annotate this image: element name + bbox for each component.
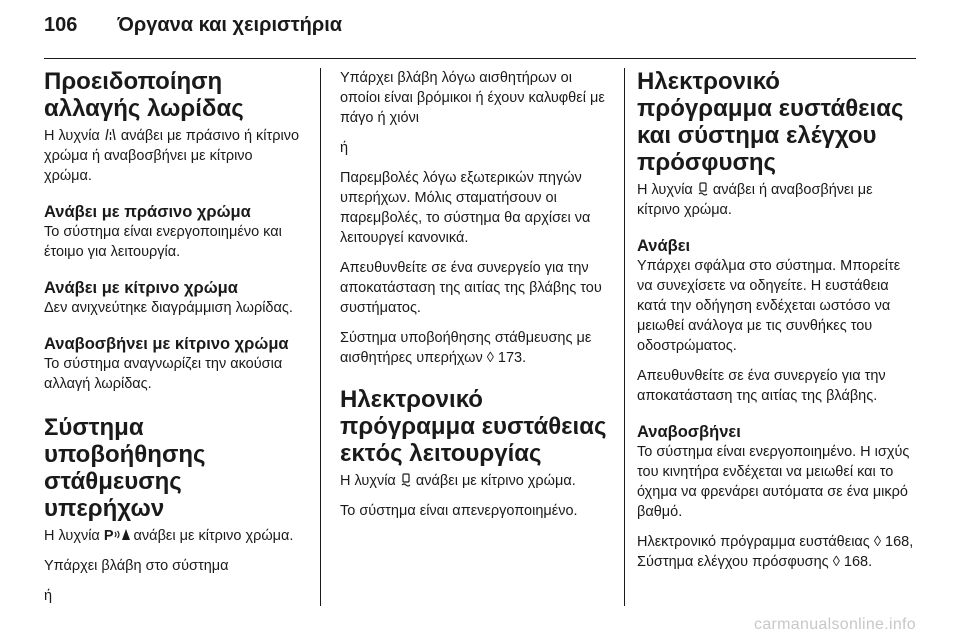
flashing-heading: Αναβοσβήνει [637, 423, 741, 441]
lane-departure-heading: Προειδοποίηση αλλαγής λωρίδας [44, 68, 244, 122]
esp-reference: Ηλεκτρονικό πρόγραμμα ευστάθειας ◊ 168, Σύστημα ελέγχου πρόσφυσης ◊ 168. [637, 534, 914, 570]
esp-off-heading: Ηλεκτρονικό πρόγραμμα ευστάθειας εκτός λειτουργίας [340, 386, 607, 467]
esp-text: Η λυχνία ανάβει ή αναβοσβήνει με κίτρινο χρώμα. [637, 182, 873, 218]
flashing-text: Το σύστημα είναι ενεργοποιημένο. Η ισχύς του κινητήρα ενδέχεται να μειωθεί και το όχημα να φρενάρει αυτόματα σε ένα μικρό βαθμό. [637, 444, 910, 520]
or-text: ή [340, 140, 349, 156]
on-text: Υπάρχει σφάλμα στο σύστημα. Μπορείτε να συνεχίσετε να οδηγείτε. Η ευστάθεια κατά την οδήγηση ενδέχεται ωστόσο να μειωθεί ανάλογα με τις συνθήκες του οδοστρώματος. [637, 258, 901, 354]
esp-off-deactivated: Το σύστημα είναι απενεργοποιημένο. [340, 503, 578, 519]
lane-departure-text: Η λυχνία ανάβει με πράσινο ή κίτρινο χρώμα ή αναβοσβήνει με κίτρινο χρώμα. [44, 128, 300, 184]
interference-text: Παρεμβολές λόγω εξωτερικών πηγών υπερήχων. Μόλις σταματήσουν οι παρεμβολές, το σύστημα θα αρχίσει να λειτουργεί κανονικά. [340, 170, 591, 246]
column-3 [637, 68, 917, 582]
page-number: 106 [44, 14, 78, 36]
column-1 [44, 68, 304, 616]
lane-departure-icon [104, 128, 117, 141]
column-divider-2 [624, 68, 625, 606]
esp-heading: Ηλεκτρονικό πρόγραμμα ευστάθειας και σύστημα ελέγχου πρόσφυσης [637, 68, 904, 176]
watermark: carmanualsonline.info [754, 616, 916, 633]
on-heading: Ανάβει [637, 237, 691, 255]
column-divider-1 [320, 68, 321, 606]
page-title: Όργανα και χειριστήρια [117, 14, 343, 36]
esp-off-icon [400, 473, 412, 487]
workshop-text: Απευθυνθείτε σε ένα συνεργείο για την αποκατάσταση της αιτίας της βλάβης. [637, 368, 886, 404]
fault-text: Υπάρχει βλάβη στο σύστημα [44, 558, 229, 574]
park-assist-heading: Σύστημα υποβοήθησης στάθμευσης υπερήχων [44, 414, 206, 522]
park-assist-reference: Σύστημα υποβοήθησης στάθμευσης με αισθητήρες υπερήχων ◊ 173. [340, 330, 592, 366]
workshop-text: Απευθυνθείτε σε ένα συνεργείο για την αποκατάσταση της αιτίας της βλάβης του συστήματος. [340, 260, 602, 316]
park-assist-text: Η λυχνία P ανάβει με κίτρινο χρώμα. [44, 528, 294, 544]
green-heading: Ανάβει με πράσινο χρώμα [44, 203, 251, 221]
yellow-heading: Ανάβει με κίτρινο χρώμα [44, 279, 238, 297]
header-rule [44, 58, 916, 59]
page-header [44, 14, 342, 54]
sensor-text: Υπάρχει βλάβη λόγω αισθητήρων οι οποίοι είναι βρόμικοι ή έχουν καλυφθεί με πάγο ή χιόνι [340, 70, 605, 126]
column-2 [340, 68, 616, 531]
or-text: ή [44, 588, 53, 604]
park-assist-icon: P [104, 528, 130, 544]
esp-off-text: Η λυχνία ανάβει με κίτρινο χρώμα. [340, 473, 576, 489]
flashing-heading: Αναβοσβήνει με κίτρινο χρώμα [44, 335, 289, 353]
flashing-text: Το σύστημα αναγνωρίζει την ακούσια αλλαγή λωρίδας. [44, 356, 283, 392]
yellow-text: Δεν ανιχνεύτηκε διαγράμμιση λωρίδας. [44, 300, 293, 316]
green-text: Το σύστημα είναι ενεργοποιημένο και έτοιμο για λειτουργία. [44, 224, 282, 260]
esp-icon [697, 182, 709, 196]
